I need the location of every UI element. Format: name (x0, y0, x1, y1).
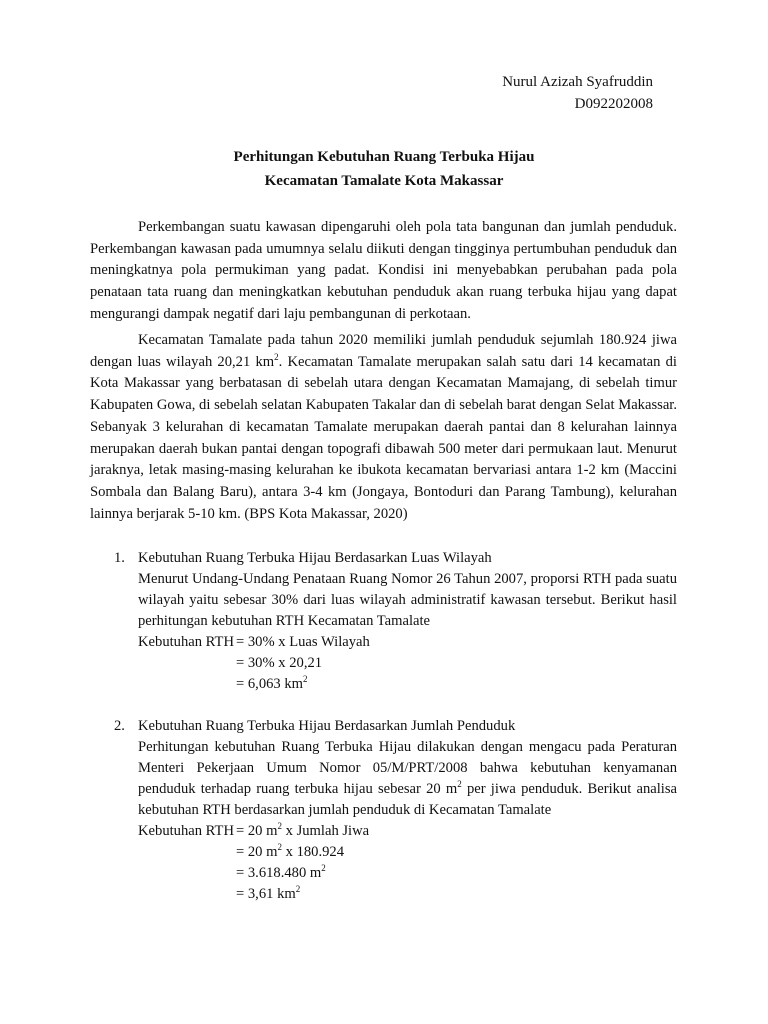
section-2-body-b: per jiwa penduduk. Berikut analisa kebutuhan RTH berdasarkan jumlah penduduk di Kecamatan Tamalate (138, 781, 677, 818)
calc-step-text: x 180.924 (281, 844, 345, 860)
calc-step-text: x Jumlah Jiwa (281, 823, 370, 839)
calc-step (236, 821, 369, 842)
section-2-body (138, 737, 677, 821)
superscript: 2 (277, 842, 282, 853)
calc-step: = 30% x Luas Wilayah (236, 634, 370, 650)
calc-step-text: = 20 m (236, 844, 278, 860)
paragraph-1 (90, 217, 677, 326)
section-2-body-a: Perhitungan kebutuhan Ruang Terbuka Hijau dilakukan dengan mengacu pada Peraturan Menteri Pekerjaan Umum Nomor 05/M/PRT/2008 bahwa kebutuhan kenyamanan penduduk terhadap ruang terbuka hijau sebesar 20 m (138, 739, 677, 797)
calc-label: Kebutuhan RTH (138, 823, 234, 839)
superscript: 2 (295, 884, 301, 895)
author-id: D092202008 (574, 96, 653, 112)
superscript: 2 (277, 821, 282, 832)
section-2-heading: Kebutuhan Ruang Terbuka Hijau Berdasarkan Jumlah Penduduk (138, 718, 516, 734)
section-2-number: 2. (114, 718, 125, 734)
section-1-heading: Kebutuhan Ruang Terbuka Hijau Berdasarkan Luas Wilayah (138, 550, 492, 566)
author-block (502, 71, 653, 115)
paragraph-1-text: Perkembangan suatu kawasan dipengaruhi oleh pola tata bangunan dan jumlah penduduk. Perkembangan kawasan pada umumnya selalu diikuti dengan tingginya pertumbuhan penduduk dan meningkatnya pola permukiman yang padat. Kondisi ini menyebabkan perubahan pada pola penataan tata ruang dan meningkatkan kebutuhan penduduk akan ruang terbuka hijau yang dapat mengurangi dampak negatif dari laju pembangunan di perkotaan. (90, 219, 677, 322)
calc-step-text: = 3,61 km (236, 886, 296, 902)
superscript: 2 (274, 351, 279, 362)
superscript: 2 (457, 779, 462, 790)
title-line-1: Perhitungan Kebutuhan Ruang Terbuka Hijau (233, 149, 535, 165)
author-name: Nurul Azizah Syafruddin (502, 74, 653, 90)
calc-step (236, 884, 300, 905)
document-title (0, 145, 768, 193)
title-line-2: Kecamatan Tamalate Kota Makassar (264, 173, 504, 189)
paragraph-2 (90, 330, 677, 525)
section-1-number: 1. (114, 550, 125, 566)
calc-step (236, 842, 344, 863)
superscript: 2 (321, 863, 326, 874)
calc-step (236, 674, 308, 695)
calc-step: = 30% x 20,21 (236, 655, 323, 671)
calc-step-text: = 6,063 km (236, 676, 304, 692)
calc-step-text: = 20 m (236, 823, 278, 839)
calc-step-text: = 3.618.480 m (236, 865, 322, 881)
calc-label: Kebutuhan RTH (138, 634, 234, 650)
paragraph-2-text-b: . Kecamatan Tamalate merupakan salah satu dari 14 kecamatan di Kota Makassar yang berbatasan di sebelah utara dengan Kecamatan Mamajang, di sebelah timur Kabupaten Gowa, di sebelah selatan Kabupaten Takalar dan di sebelah barat dengan Selat Makassar. Sebanyak 3 kelurahan di kecamatan Tamalate merupakan daerah pantai dan 8 kelurahan lainnya merupakan daerah bukan pantai dengan topografi dibawah 500 meter dari permukaan laut. Menurut jaraknya, letak masing-masing kelurahan ke ibukota kecamatan bervariasi antara 1-2 km (Maccini Sombala dan Balang Baru), antara 3-4 km (Jongaya, Bontoduri dan Parang Tambung), kelurahan lainnya berjarak 5-10 km. (BPS Kota Makassar, 2020) (90, 353, 677, 522)
superscript: 2 (303, 674, 308, 685)
section-1-body: Menurut Undang-Undang Penataan Ruang Nomor 26 Tahun 2007, proporsi RTH pada suatu wilayah yaitu sebesar 30% dari luas wilayah administratif kawasan tersebut. Berikut hasil perhitungan kebutuhan RTH Kecamatan Tamalate (138, 571, 677, 629)
calc-step (236, 863, 326, 884)
paragraph-2-text-a: Kecamatan Tamalate pada tahun 2020 memiliki jumlah penduduk sejumlah 180.924 jiwa dengan luas wilayah 20,21 km (90, 332, 677, 370)
